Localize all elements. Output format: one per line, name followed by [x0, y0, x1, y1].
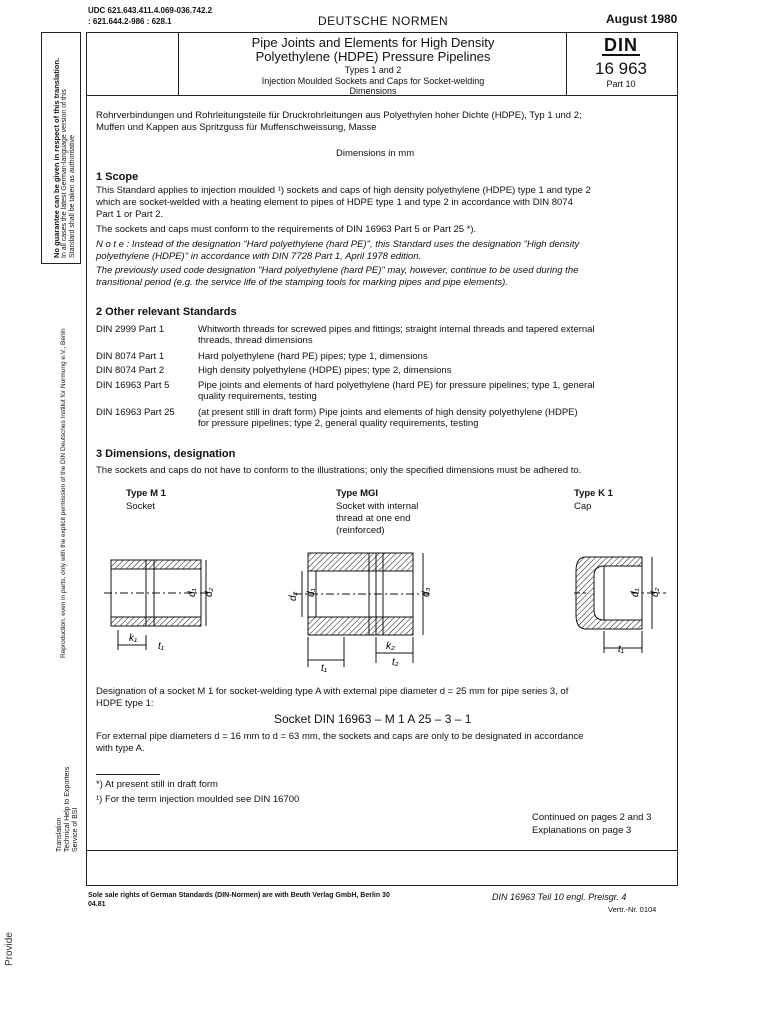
technical-drawings: [86, 535, 676, 680]
designation-formula: Socket DIN 16963 – M 1 A 25 – 3 – 1: [274, 712, 472, 726]
title-main-line1: Pipe Joints and Elements for High Density: [251, 35, 495, 50]
label-d1-m1: d₁: [187, 588, 198, 597]
footer-vertr-number: Vertr.-Nr. 0104: [608, 905, 657, 914]
provider-label: Provide: [4, 932, 15, 966]
note-line3: The previously used code designation "Hard polyethylene (hard PE)" may, however, continue to be used during the: [96, 265, 579, 276]
continued-note: Continued on pages 2 and 3: [532, 812, 652, 823]
fig-mgi-subtitle-1: Socket with internal: [336, 501, 419, 512]
german-title-line1: Rohrverbindungen und Rohrleitungsteile für Druckrohrleitungen aus Polyethylen hoher Dichte (HDPE), Typ 1 und 2;: [96, 110, 582, 121]
cap-k1-drawing: [574, 557, 666, 653]
note-line4: transitional period (e.g. the service life of the stamping tools for marking pipes and pipe elements).: [96, 277, 508, 288]
standard-code: DIN 2999 Part 1: [96, 324, 165, 335]
label-t1-m1: t₁: [158, 641, 164, 652]
label-d2-k1: d₂: [650, 587, 661, 597]
udc-code-line1: UDC 621.643.411.4.069-036.742.2: [88, 6, 213, 15]
german-title-line2: Muffen und Kappen aus Spritzguss für Muffenschweissung, Masse: [96, 122, 377, 133]
dimensions-note: Dimensions in mm: [336, 148, 415, 159]
scope-line2: which are socket-welded with a heating element to pipes of HDPE type 1 and type 2 in accordance with DIN 8074: [96, 197, 573, 208]
guarantee-text-2: In all cases the latest German-language version of this: [61, 89, 68, 258]
socket-m1-drawing: [104, 560, 211, 650]
standard-desc: (at present still in draft form) Pipe joints and elements of high density polyethylene (HDPE): [198, 407, 578, 418]
standard-desc-cont: quality requirements, testing: [198, 391, 317, 402]
fig-mgi-subtitle-2: thread at one end: [336, 513, 411, 524]
section1-heading: 1 Scope: [96, 171, 139, 183]
standard-code: DIN 8074 Part 2: [96, 365, 165, 376]
designation-line2: HDPE type 1:: [96, 698, 154, 709]
standard-code: DIN 16963 Part 25: [96, 407, 175, 418]
scope-line1: This Standard applies to injection moulded ¹) sockets and caps of high density polyethylene (HDPE) type 1 and type 2: [96, 185, 591, 196]
footnote-injection: ¹) For the term injection moulded see DIN 16700: [96, 794, 300, 805]
section3-intro: The sockets and caps do not have to conform to the illustrations; only the specified dimensions must be adhered to.: [96, 465, 582, 476]
footer-reference: DIN 16963 Teil 10 engl. Preisgr. 4: [492, 892, 627, 902]
label-k1: k₁: [129, 633, 138, 644]
label-t2-mgi: t₂: [392, 657, 399, 668]
label-d1-k1: d₁: [630, 588, 641, 597]
standard-desc: Hard polyethylene (hard PE) pipes; type 1, dimensions: [198, 351, 428, 362]
din-box: [566, 36, 676, 89]
translation-service-2: Service of BSI: [72, 807, 79, 852]
explanations-note: Explanations on page 3: [532, 825, 632, 836]
socket-mgi-drawing: [294, 553, 431, 667]
title-main-line2: Polyethylene (HDPE) Pressure Pipelines: [255, 49, 491, 64]
fig-m1-title: Type M 1: [126, 488, 166, 499]
guarantee-text-3: Standard shall be taken as authoritative: [69, 135, 76, 258]
fig-mgi-subtitle-3: (reinforced): [336, 525, 385, 536]
footnote-draft: *) At present still in draft form: [96, 779, 218, 790]
label-d1-mgi: d₁: [306, 588, 317, 597]
fig-m1-subtitle: Socket: [126, 501, 156, 512]
standard-desc: Whitworth threads for screwed pipes and fittings; straight internal threads and tapered external: [198, 324, 595, 335]
footer-date-code: 04.81: [88, 901, 106, 908]
title-block: [180, 36, 566, 96]
label-t1-k1: t₁: [618, 644, 624, 655]
designation-line1: Designation of a socket M 1 for socket-welding type A with external pipe diameter d = 25 mm for pipe series 3, of: [96, 686, 569, 697]
din-logo: DIN: [604, 35, 638, 55]
note-line1: N o t e : Instead of the designation "Hard polyethylene (hard PE)", this Standard uses the designation "High density: [96, 239, 580, 250]
footer-rights: Sole sale rights of German Standards (DIN-Normen) are with Beuth Verlag GmbH, Berlin 30: [88, 892, 390, 899]
din-part: Part 10: [606, 79, 636, 89]
standard-desc: High density polyethylene (HDPE) pipes; type 2, dimensions: [198, 365, 452, 376]
designation-line4: with type A.: [96, 743, 145, 754]
label-d2-m1: d₂: [204, 587, 215, 597]
note-line2: polyethylene (HDPE)" in accordance with DIN 7728 Part 1, April 1978 edition.: [96, 251, 422, 262]
label-d2-mgi: d₂: [288, 591, 299, 601]
reproduction-notice: Reproduction, even in parts, only with the explicit permission of the DIN Deutsches Institut für Normung e.V., Berlin: [60, 328, 67, 658]
title-sub-line2: Dimensions: [349, 86, 397, 96]
guarantee-text-1: No guarantee can be given in respect of this translation.: [52, 57, 61, 258]
label-d3-mgi: d₃: [421, 587, 432, 597]
din-number: 16 963: [595, 59, 647, 78]
translation-service-1: Technical Help to Exporters: [64, 766, 71, 852]
title-types: Types 1 and 2: [344, 65, 402, 75]
label-k2: k₂: [386, 641, 395, 652]
designation-line3: For external pipe diameters d = 16 mm to d = 63 mm, the sockets and caps are only to be designated in accordance: [96, 731, 584, 742]
fig-mgi-title: Type MGI: [336, 488, 379, 499]
fig-k1-title: Type K 1: [574, 488, 613, 499]
footnote-divider: [96, 774, 160, 775]
fig-k1-subtitle: Cap: [574, 501, 592, 512]
standard-desc: Pipe joints and elements of hard polyethylene (hard PE) for pressure pipelines; type 1, general: [198, 380, 595, 391]
section3-heading: 3 Dimensions, designation: [96, 448, 236, 460]
scope-line3: Part 1 or Part 2.: [96, 209, 164, 220]
issue-date: August 1980: [606, 12, 678, 26]
title-sub-line1: Injection Moulded Sockets and Caps for Socket-welding: [261, 76, 485, 86]
standard-code: DIN 16963 Part 5: [96, 380, 170, 391]
label-t1-mgi: t₁: [321, 663, 327, 674]
standard-desc-cont: for pressure pipelines; type 2, general quality requirements, testing: [198, 418, 479, 429]
udc-code-line2: : 621.644.2-986 : 628.1: [88, 17, 172, 26]
series-title: DEUTSCHE NORMEN: [318, 14, 449, 28]
scope-requirements: The sockets and caps must conform to the requirements of DIN 16963 Part 5 or Part 25 *).: [96, 224, 477, 235]
section2-heading: 2 Other relevant Standards: [96, 306, 237, 318]
translation-label: Translation: [56, 817, 63, 852]
standard-code: DIN 8074 Part 1: [96, 351, 165, 362]
standard-desc-cont: threads, thread dimensions: [198, 335, 313, 346]
